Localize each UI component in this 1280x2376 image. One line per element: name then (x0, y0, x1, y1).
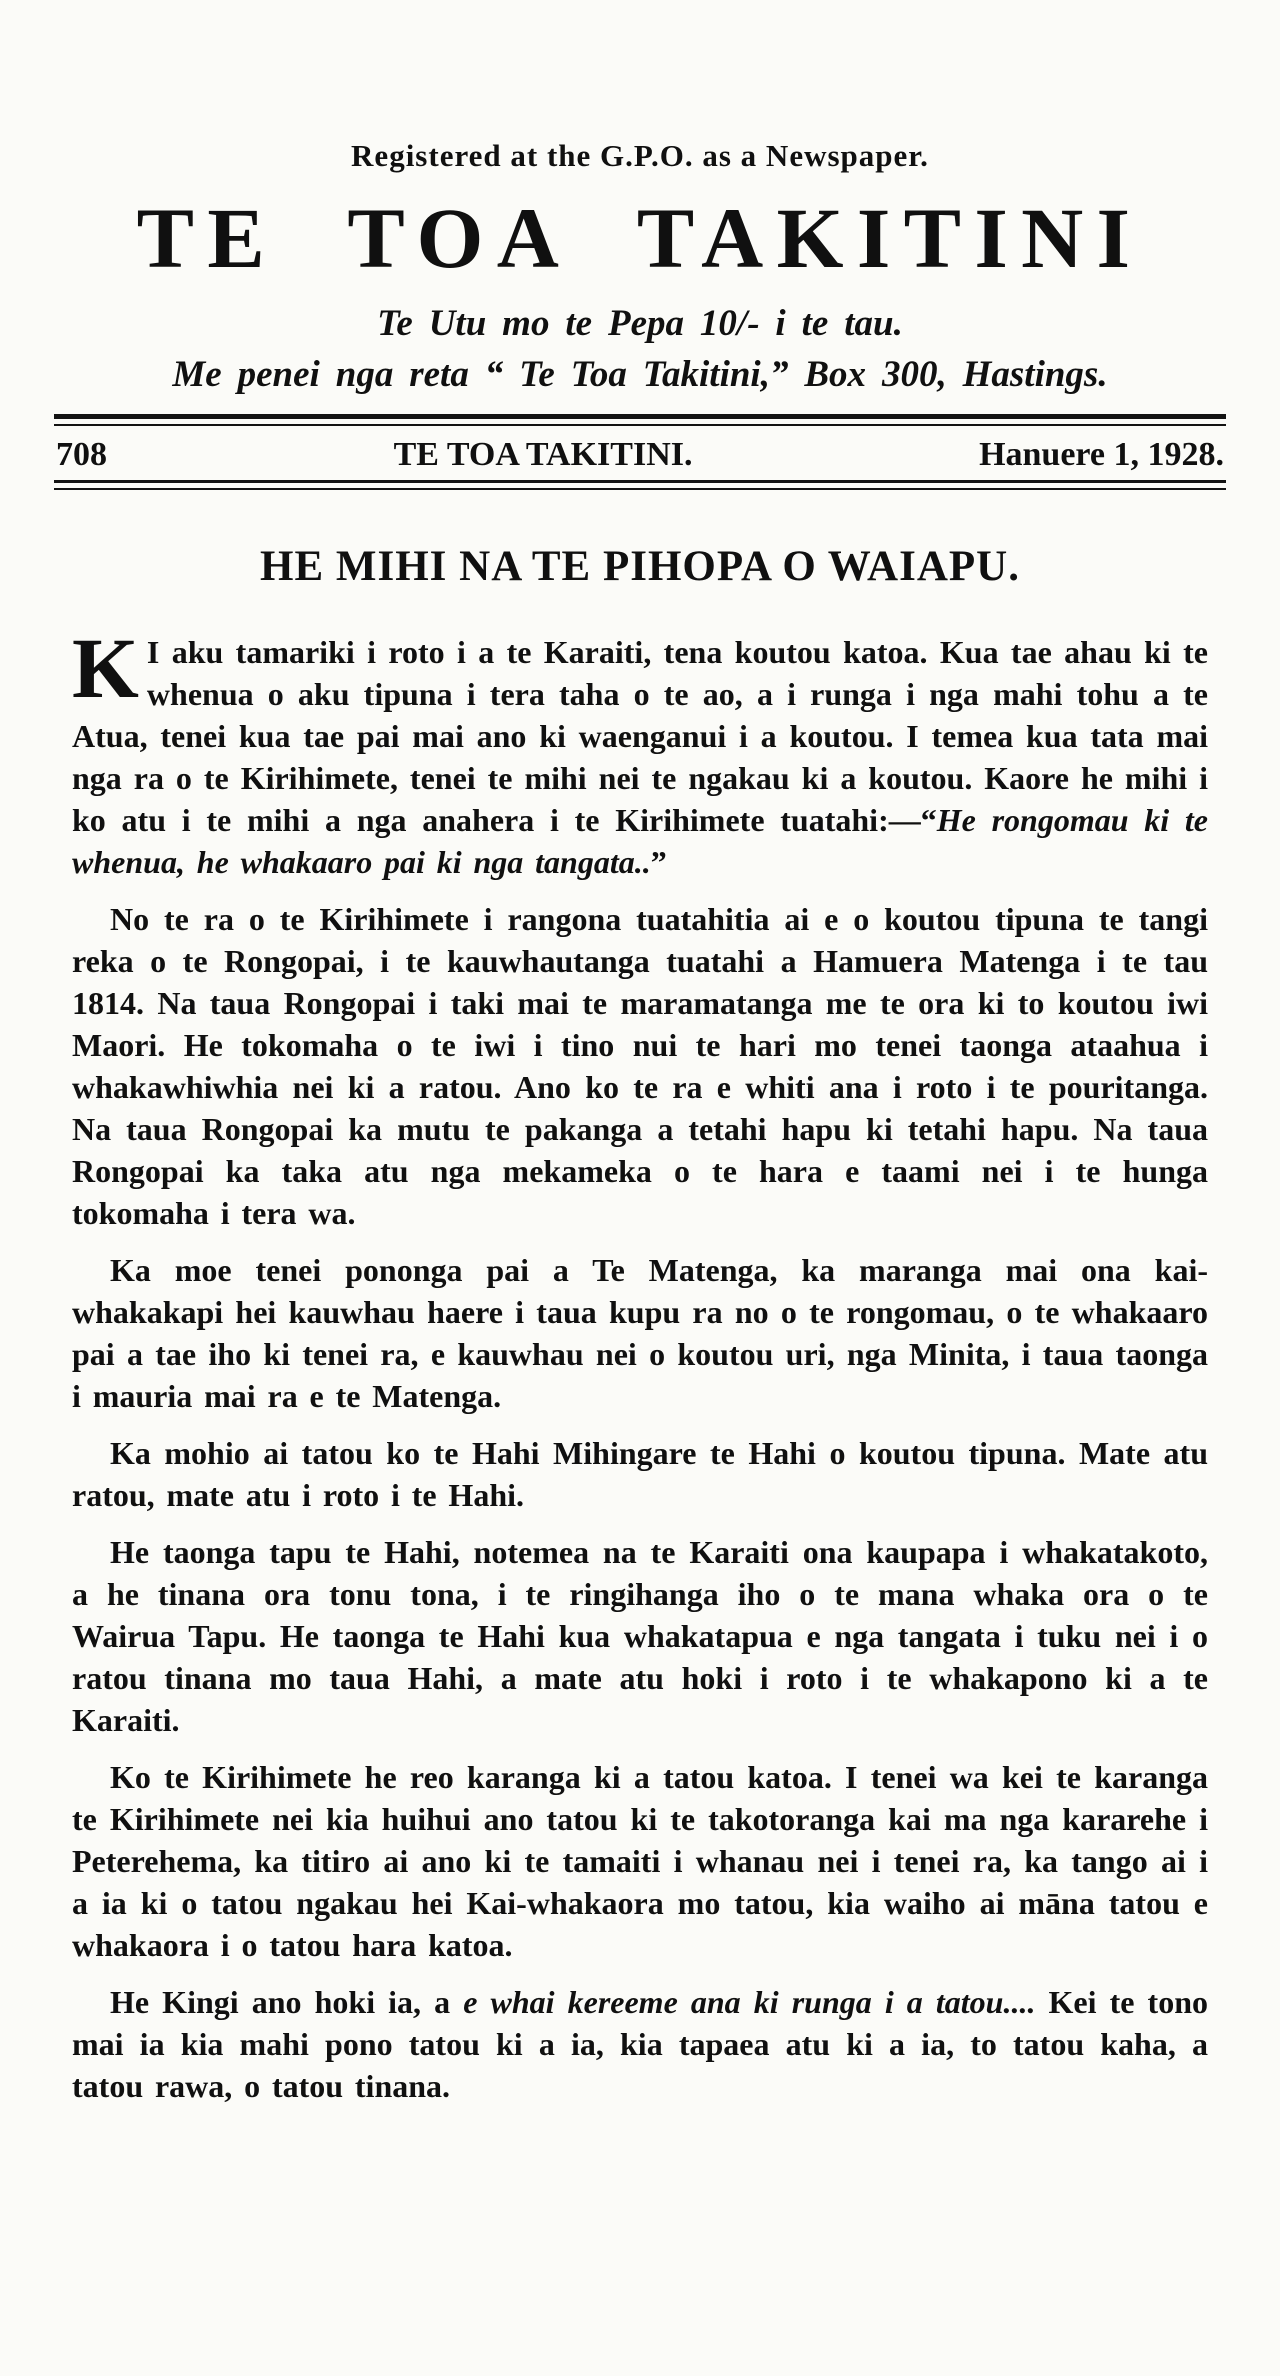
text-run: Ka mohio ai tatou ko te Hahi Mihingare te Hahi o koutou tipuna. Mate atu ratou, mate atu i roto i te Hahi. (72, 1435, 1208, 1513)
drop-cap: K (72, 620, 139, 716)
text-run: ” (650, 844, 667, 880)
issue-row (54, 426, 1226, 480)
registered-line: Registered at the G.P.O. as a Newspaper. (351, 138, 929, 173)
article-body (72, 620, 1208, 2107)
issue-date: Hanuere 1, 1928. (979, 436, 1224, 473)
paragraph (72, 620, 1208, 883)
issue-number: 708 (56, 436, 107, 473)
italic-text-run: e whai kereeme ana ki runga i a tatou.... (463, 1984, 1036, 2020)
paragraph (72, 1531, 1208, 1741)
text-run: Ka moe tenei pononga pai a Te Matenga, ka maranga mai ona kai-whakakapi hei kauwhau haere i taua kupu ra no o te rongomau, o te whakaaro pai a tae iho ki tenei ra, e kauwhau nei o koutou uri, nga Minita, i taua taonga i mauria mai ra e te Matenga. (72, 1252, 1208, 1414)
double-rule-top (54, 414, 1226, 426)
subtitle-address: Me penei nga reta “ Te Toa Takitini,” Box 300, Hastings. (172, 354, 1108, 395)
text-run: No te ra o te Kirihimete i rangona tuatahitia ai e o koutou tipuna te tangi reka o te Rongopai, i te kauwhautanga tuatahi a Hamuera Matenga i te tau 1814. Na taua Rongopai i taki mai te maramatanga me te ora ki to koutou iwi Maori. He tokomaha o te iwi i tino nui te hari mo tenei taonga ataahua i whakawhiwhia nei ki a ratou. Ano ko te ra e whiti ana i roto i te pouritanga. Na taua Rongopai ka mutu te pakanga a tetahi hapu ki tetahi hapu. Na taua Rongopai ka taka atu nga mekameka o te hara e taami nei i te hunga tokomaha i tera wa. (72, 901, 1208, 1231)
paragraph (72, 898, 1208, 1234)
paragraph (72, 1756, 1208, 1966)
text-run: Kei te tono mai ia kia mahi pono tatou ki a ia, kia tapaea atu ki a ia, to tatou kaha, a tatou rawa, o tatou tinana. (72, 1984, 1208, 2104)
paragraph (72, 1432, 1208, 1516)
text-run: He taonga tapu te Hahi, notemea na te Karaiti ona kaupapa i whakatakoto, a he tinana ora tonu tona, i te ringihanga iho o te mana whaka ora o te Wairua Tapu. He taonga te Hahi kua whakatapua e nga tangata i tuku nei i o ratou tinana mo taua Hahi, a mate atu hoki i roto i te whakapono ki a te Karaiti. (72, 1534, 1208, 1738)
double-rule-bottom (54, 480, 1226, 490)
text-run: He Kingi ano hoki ia, a (110, 1984, 464, 2020)
article-heading: HE MIHI NA TE PIHOPA O WAIAPU. (260, 543, 1020, 590)
text-run: I aku tamariki i roto i a te Karaiti, tena koutou katoa. Kua tae ahau ki te whenua o aku tipuna i tera taha o te ao, a i runga i nga mahi tohu a te Atua, tenei kua tae pai mai ano ki waenganui i a koutou. I temea kua tata mai nga ra o te Kirihimete, tenei te mihi nei te ngakau ki a koutou. Kaore he mihi i ko atu i te mihi a nga anahera i te Kirihimete tuatahi:—“ (72, 634, 1208, 838)
subtitle-price: Te Utu mo te Pepa 10/- i te tau. (377, 303, 903, 344)
text-run: Ko te Kirihimete he reo karanga ki a tatou katoa. I tenei wa kei te karanga te Kirihimete nei kia huihui ano tatou ki te takotoranga kai ma nga kararehe i Peterehema, ka titiro ai ano ki te tamaiti i whanau nei i tenei ra, ka tango ai i a ia ki o tatou ngakau hei Kai-whakaora mo tatou, kia waiho ai māna tatou e whakaora i o tatou hara katoa. (72, 1759, 1208, 1963)
running-title: TE TOA TAKITINI. (393, 436, 693, 473)
paragraph (72, 1981, 1208, 2107)
paragraph (72, 1249, 1208, 1417)
masthead-title: TE TOA TAKITINI (136, 190, 1144, 286)
italic-text-run: He rongomau ki te whenua, he whakaaro pai ki nga tangata.. (72, 802, 1208, 880)
newspaper-page (54, 0, 1226, 2107)
